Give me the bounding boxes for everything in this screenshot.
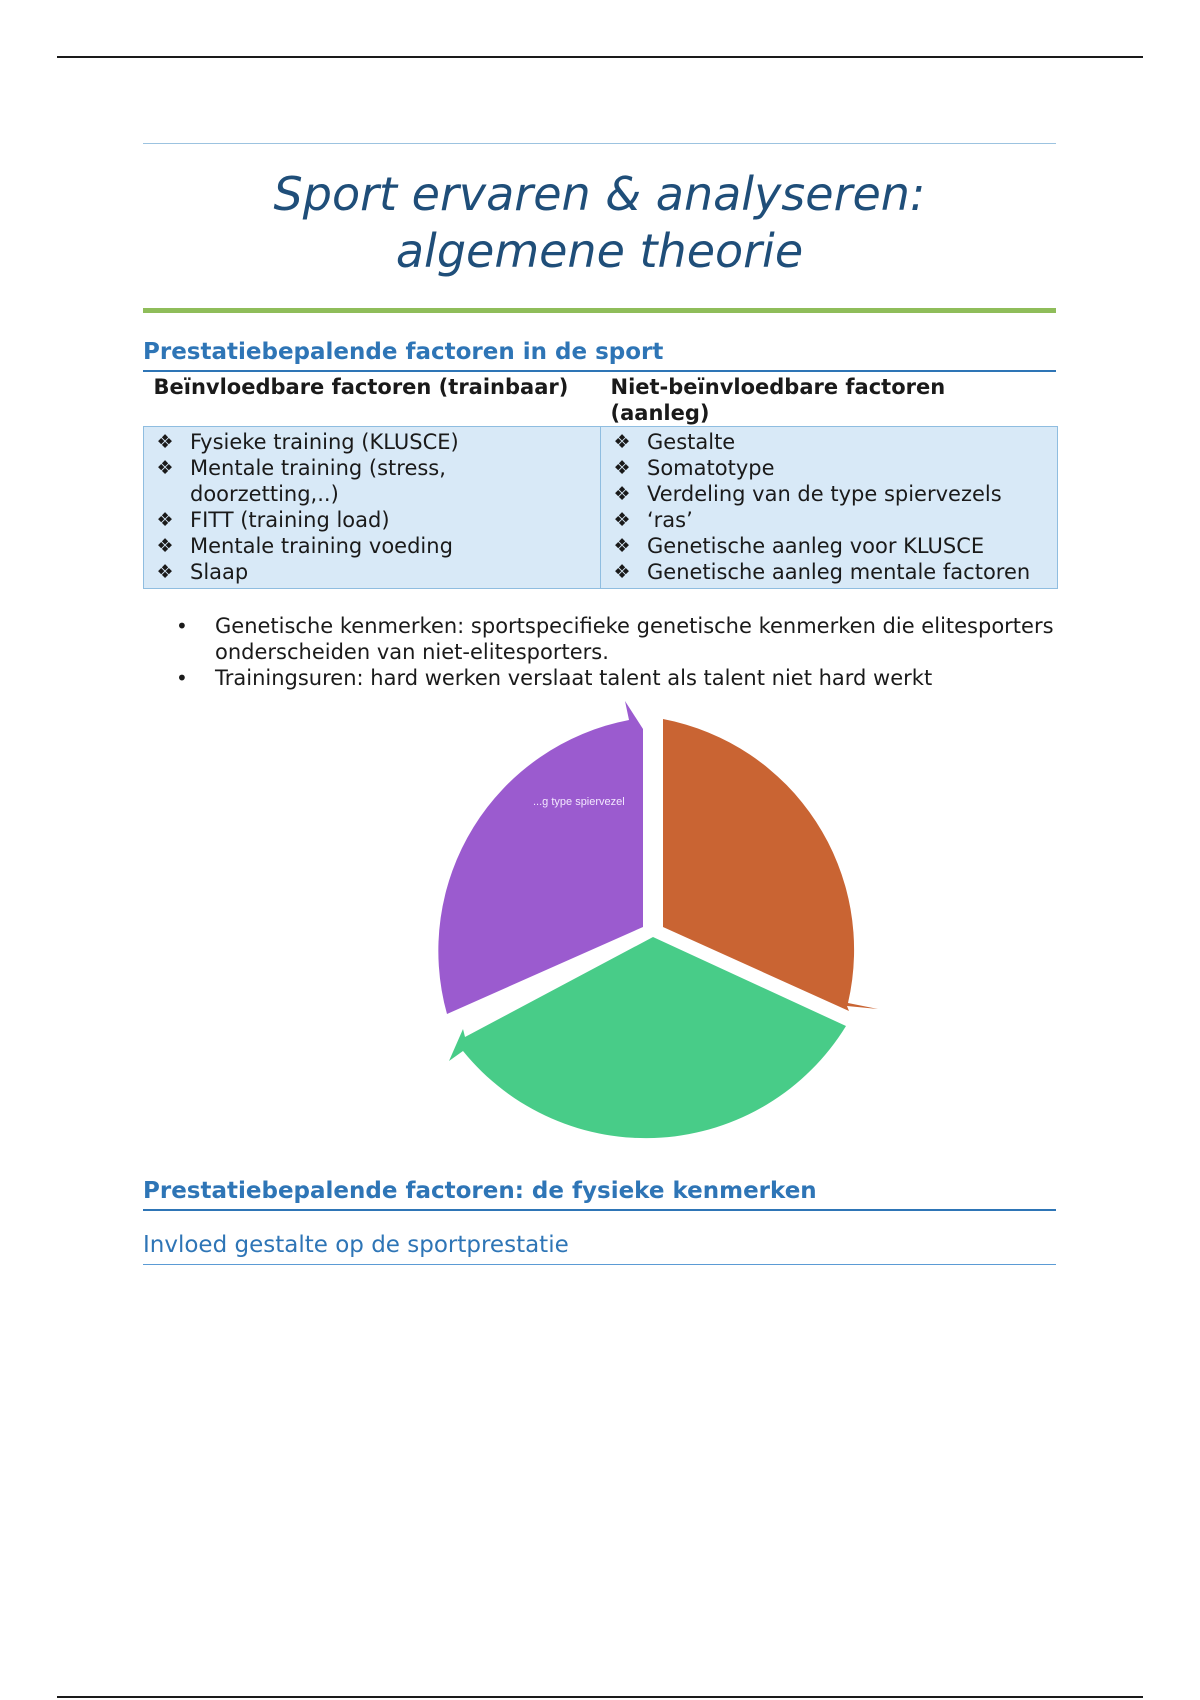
diamond-bullet-icon: ❖ (613, 509, 631, 531)
bullet-list (143, 613, 1056, 691)
factors-table (143, 374, 1058, 589)
diamond-bullet-icon: ❖ (613, 535, 631, 557)
innate-factor-item (611, 533, 1047, 559)
innate-factor-item-text: Somatotype (647, 456, 775, 480)
innate-factor-item (611, 507, 1047, 533)
trainable-factors-list (154, 429, 590, 585)
trainable-factor-item (154, 559, 590, 585)
table-header-trainable: Beïnvloedbare factoren (trainbaar) (153, 375, 569, 399)
diamond-bullet-icon: ❖ (156, 431, 174, 453)
page-footer-rule (57, 1696, 1143, 1698)
diamond-bullet-icon: ❖ (613, 457, 631, 479)
innate-factor-item-text: Verdeling van de type spiervezels (647, 482, 1002, 506)
diamond-bullet-icon: ❖ (156, 509, 174, 531)
innate-factor-item (611, 455, 1047, 481)
innate-factors-list (611, 429, 1047, 585)
bullet-item: • Genetische kenmerken: sportspecifieke genetische kenmerken die elitesporters onderscheiden van niet-elitesporters. (143, 613, 1056, 665)
section-heading-physical: Prestatiebepalende factoren: de fysieke kenmerken (143, 1177, 1056, 1211)
diamond-bullet-icon: ❖ (613, 431, 631, 453)
trainable-factor-item-text: Mentale training (stress, doorzetting,..) (190, 456, 446, 506)
innate-factor-item-text: Genetische aanleg voor KLUSCE (647, 534, 985, 558)
table-cell-trainable (144, 427, 601, 589)
innate-factor-item-text: ‘ras’ (647, 508, 693, 532)
trainable-factor-item-text: Mentale training voeding (190, 534, 453, 558)
diamond-bullet-icon: ❖ (156, 457, 174, 479)
document-body (143, 143, 1056, 1265)
trainable-factor-item (154, 429, 590, 455)
subheading-gestalte: Invloed gestalte op de sportprestatie (143, 1231, 1056, 1265)
title-top-rule (143, 143, 1056, 144)
title-line-2: algemene theorie (395, 224, 804, 278)
innate-factor-item-text: Gestalte (647, 430, 736, 454)
title-bottom-rule (143, 308, 1056, 313)
page-header-rule (57, 56, 1143, 58)
diamond-bullet-icon: ❖ (613, 561, 631, 583)
table-cell-innate (601, 427, 1058, 589)
trainable-factor-item (154, 455, 590, 507)
document-title (143, 166, 1056, 280)
diamond-bullet-icon: ❖ (156, 561, 174, 583)
innate-factor-item (611, 429, 1047, 455)
section-heading-factors: Prestatiebepalende factoren in de sport (143, 338, 1056, 372)
diamond-bullet-icon: ❖ (156, 535, 174, 557)
bullet-item: • Trainingsuren: hard werken verslaat talent als talent niet hard werkt (143, 665, 1056, 691)
innate-factor-item (611, 559, 1047, 585)
trainable-factor-item-text: Fysieke training (KLUSCE) (190, 430, 459, 454)
cycle-diagram-svg (143, 699, 1056, 1159)
cycle-diagram (143, 699, 1056, 1159)
trainable-factor-item (154, 533, 590, 559)
trainable-factor-item-text: FITT (training load) (190, 508, 390, 532)
trainable-factor-item (154, 507, 590, 533)
innate-factor-item-text: Genetische aanleg mentale factoren (647, 560, 1031, 584)
innate-factor-item (611, 481, 1047, 507)
table-header-innate: Niet-beïnvloedbare factoren (aanleg) (610, 375, 946, 425)
diamond-bullet-icon: ❖ (613, 483, 631, 505)
diagram-segment-label: ...g type spiervezel (533, 796, 625, 808)
title-line-1: Sport ervaren & analyseren: (273, 167, 926, 221)
trainable-factor-item-text: Slaap (190, 560, 249, 584)
